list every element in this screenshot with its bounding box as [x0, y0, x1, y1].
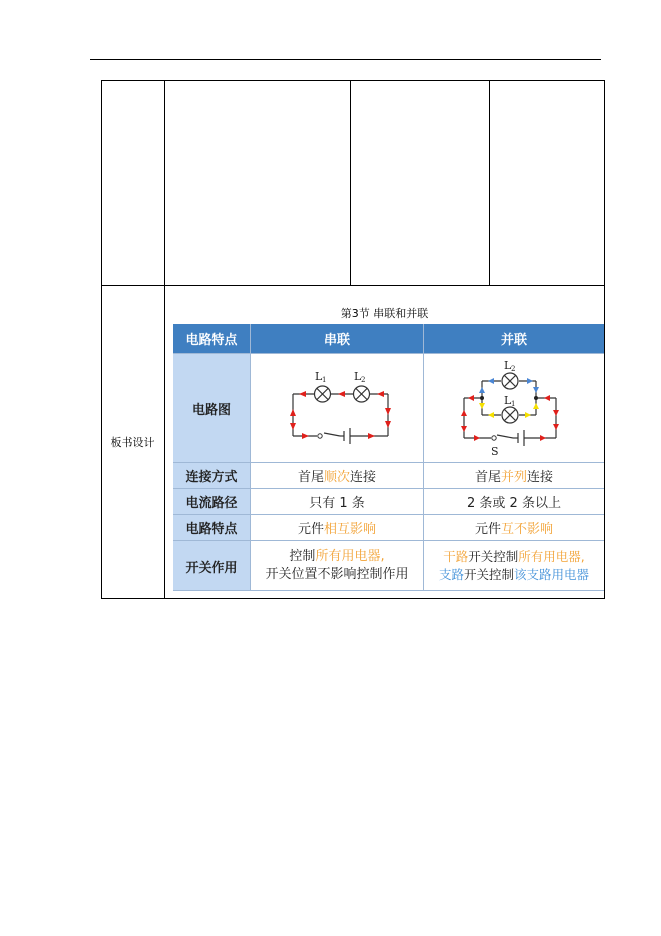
switch-label: S	[491, 445, 499, 458]
highlight-text: 所有用电器,	[518, 549, 585, 564]
highlight-text: 干路	[443, 549, 469, 564]
parallel-feature	[424, 515, 604, 540]
series-feature	[251, 515, 423, 540]
lamp1-sub: 1	[322, 376, 327, 384]
row-label-diagram: 电路图	[173, 354, 250, 462]
header-rule	[90, 59, 601, 60]
series-connection	[251, 463, 423, 488]
parallel-switch	[424, 541, 604, 591]
parallel-diagram-cell	[424, 354, 604, 462]
highlight-text: 相互影响	[324, 522, 377, 537]
text-part: 元件	[297, 522, 324, 537]
section-title: 第3节 串联和并联	[340, 307, 429, 320]
lamp2-label: L	[354, 370, 362, 383]
series-circuit-diagram	[251, 354, 423, 462]
current-arrow-icon	[290, 391, 391, 439]
row-label-path: 电流路径	[173, 489, 250, 514]
row-label-connection: 连接方式	[173, 463, 250, 488]
p-lamp2-sub: 2	[511, 365, 516, 373]
header-parallel: 并联	[424, 324, 604, 353]
p-lamp1-label: L	[504, 394, 512, 407]
text-part: 控制	[289, 549, 316, 564]
header-feature: 电路特点	[173, 324, 250, 353]
highlight-text: 该支路用电器	[514, 567, 590, 582]
lamp2-sub: 2	[361, 376, 366, 384]
highlight-text: 所有用电器,	[315, 549, 385, 564]
highlight-text: 并列	[500, 470, 527, 485]
highlight-text: 互不影响	[501, 522, 554, 537]
p-lamp2-label: L	[504, 359, 512, 372]
highlight-text: 顺次	[323, 470, 350, 485]
p-lamp1-sub: 1	[511, 400, 516, 408]
series-switch	[251, 541, 423, 591]
highlight-text: 支路	[438, 567, 464, 582]
text-part: 开关位置不影响控制作用	[265, 567, 409, 582]
header-series: 串联	[251, 324, 423, 353]
lamp1-label: L	[315, 370, 323, 383]
parallel-path: 2 条或 2 条以上	[424, 489, 604, 514]
text-part: 连接	[350, 470, 377, 485]
summary-table	[173, 324, 604, 591]
row-label-feature: 电路特点	[173, 515, 250, 540]
text-part: 元件	[474, 522, 501, 537]
parallel-connection	[424, 463, 604, 488]
series-diagram-cell	[251, 354, 423, 462]
text-part: 首尾	[297, 470, 324, 485]
parallel-circuit-diagram	[424, 354, 604, 462]
text-part: 连接	[527, 470, 554, 485]
series-path: 只有 1 条	[251, 489, 423, 514]
board-design-label: 板书设计	[110, 436, 155, 449]
text-part: 首尾	[474, 470, 501, 485]
row-label-switch: 开关作用	[173, 541, 250, 591]
text-part: 开关控制	[463, 567, 514, 582]
text-part: 开关控制	[468, 549, 519, 564]
